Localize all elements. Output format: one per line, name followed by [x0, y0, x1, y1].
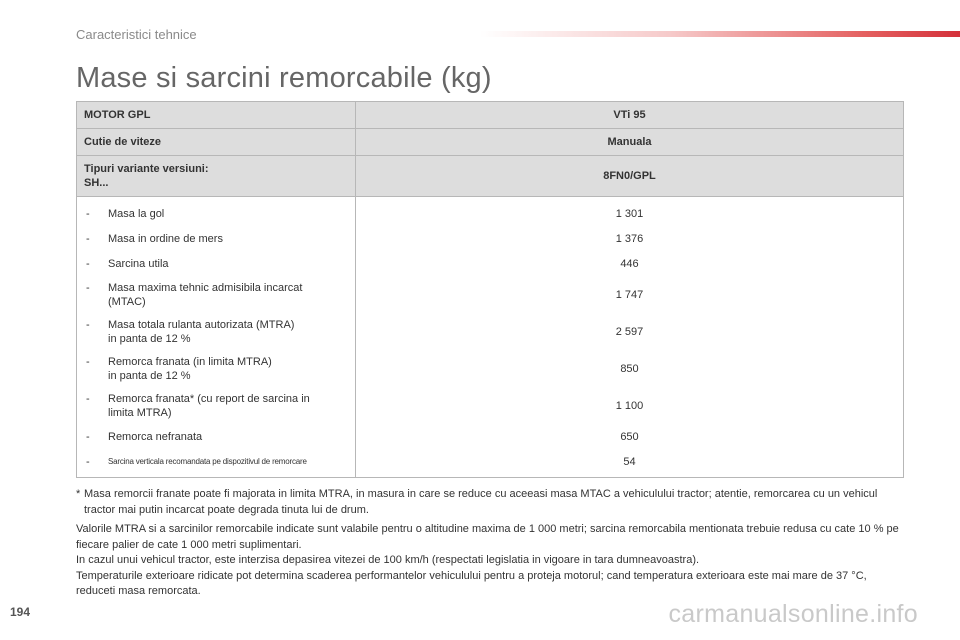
table-row: [77, 313, 904, 350]
row-label: [84, 355, 348, 383]
notes: [76, 522, 906, 600]
row-label-line2: in panta de 12 %: [108, 332, 191, 345]
row-label: [84, 430, 348, 444]
table-row: [77, 387, 904, 424]
table-header-row: [77, 129, 904, 156]
row-dash: -: [86, 392, 90, 405]
page-number: 194: [10, 605, 31, 619]
row-label-line2: (MTAC): [108, 295, 146, 308]
row-label-line2: limita MTRA): [108, 406, 172, 419]
table-row: [77, 251, 904, 276]
row-label-text: Sarcina utila: [108, 257, 169, 270]
footnote-marker: *: [76, 488, 81, 500]
row-value: 54: [356, 449, 904, 478]
row-dash: -: [86, 355, 90, 368]
header-value-gearbox: Manuala: [356, 129, 904, 156]
row-value: 1 100: [356, 387, 904, 424]
header-label-gearbox: Cutie de viteze: [77, 129, 356, 156]
row-label-text: Masa la gol: [108, 207, 165, 220]
header-accent-bar: [480, 31, 960, 37]
table-row: [77, 449, 904, 478]
row-label-text: Sarcina verticala recomandata pe dispozitivul de remorcare: [108, 456, 307, 466]
note-paragraph: Temperaturile exterioare ridicate pot determina scaderea performantelor vehiculului pentru a proteja motorul; cand temperatura exterioara este mai mare de 37 °C, reduceti masa remorcata.: [76, 569, 867, 597]
row-label: [84, 318, 348, 346]
row-label-line2: in panta de 12 %: [108, 369, 191, 382]
row-label: [84, 392, 348, 420]
specs-table: [76, 101, 904, 478]
row-value: 650: [356, 424, 904, 449]
header-value-variants: 8FN0/GPL: [356, 156, 904, 197]
row-label: [84, 257, 348, 271]
row-dash: -: [86, 257, 90, 270]
row-label: [84, 232, 348, 246]
table-header-row: [77, 156, 904, 197]
footnote: [76, 486, 906, 518]
watermark: carmanualsonline.info: [668, 600, 918, 628]
row-label: [84, 207, 348, 221]
table-row: [77, 424, 904, 449]
table-header-row: [77, 102, 904, 129]
header-label-variants-line1: Tipuri variante versiuni:: [84, 163, 209, 175]
row-dash: -: [86, 318, 90, 331]
row-dash: -: [86, 430, 90, 443]
row-label-text: Remorca nefranata: [108, 430, 203, 443]
table-row: [77, 226, 904, 251]
row-value: 1 747: [356, 276, 904, 313]
footnote-text: Masa remorcii franate poate fi majorata in limita MTRA, in masura in care se reduce cu aceeasi masa MTAC a vehiculului tractor; atentie, remorcarea cu un vehicul tractor mai putin incarcat poate degrada tinuta lui de drum.: [84, 488, 878, 516]
header-value-engine: VTi 95: [356, 102, 904, 129]
row-label-line1: Remorca franata (in limita MTRA): [108, 355, 272, 368]
row-value: 1 301: [356, 197, 904, 227]
row-dash: -: [86, 207, 90, 220]
row-label-line1: Masa maxima tehnic admisibila incarcat: [108, 281, 303, 294]
table-row: [77, 350, 904, 387]
row-value: 1 376: [356, 226, 904, 251]
table-row: [77, 276, 904, 313]
row-dash: -: [86, 281, 90, 294]
table-row: [77, 197, 904, 227]
row-dash: -: [86, 455, 90, 468]
row-label-line1: Masa totala rulanta autorizata (MTRA): [108, 318, 295, 331]
note-paragraph: In cazul unui vehicul tractor, este interzisa depasirea vitezei de 100 km/h (respectati legislatia in vigoare in tara dumneavoastra).: [76, 554, 700, 566]
row-value: 2 597: [356, 313, 904, 350]
row-label: [84, 455, 348, 469]
row-value: 446: [356, 251, 904, 276]
header-label-engine: MOTOR GPL: [77, 102, 356, 129]
section-title: Caracteristici tehnice: [76, 27, 197, 42]
row-dash: -: [86, 232, 90, 245]
note-paragraph: Valorile MTRA si a sarcinilor remorcabile indicate sunt valabile pentru o altitudine maxima de 1 000 metri; sarcina remorcabila mentionata trebuie redusa cu cate 10 % pe fiecare palier de cate 1 000 metri suplimentari.: [76, 523, 899, 551]
row-label-line1: Remorca franata* (cu report de sarcina in: [108, 392, 310, 405]
header-label-variants: [77, 156, 356, 197]
page-title: Mase si sarcini remorcabile (kg): [76, 62, 492, 94]
row-value: 850: [356, 350, 904, 387]
header-label-variants-line2: SH...: [84, 177, 109, 189]
row-label: [84, 281, 348, 309]
row-label-text: Masa in ordine de mers: [108, 232, 223, 245]
